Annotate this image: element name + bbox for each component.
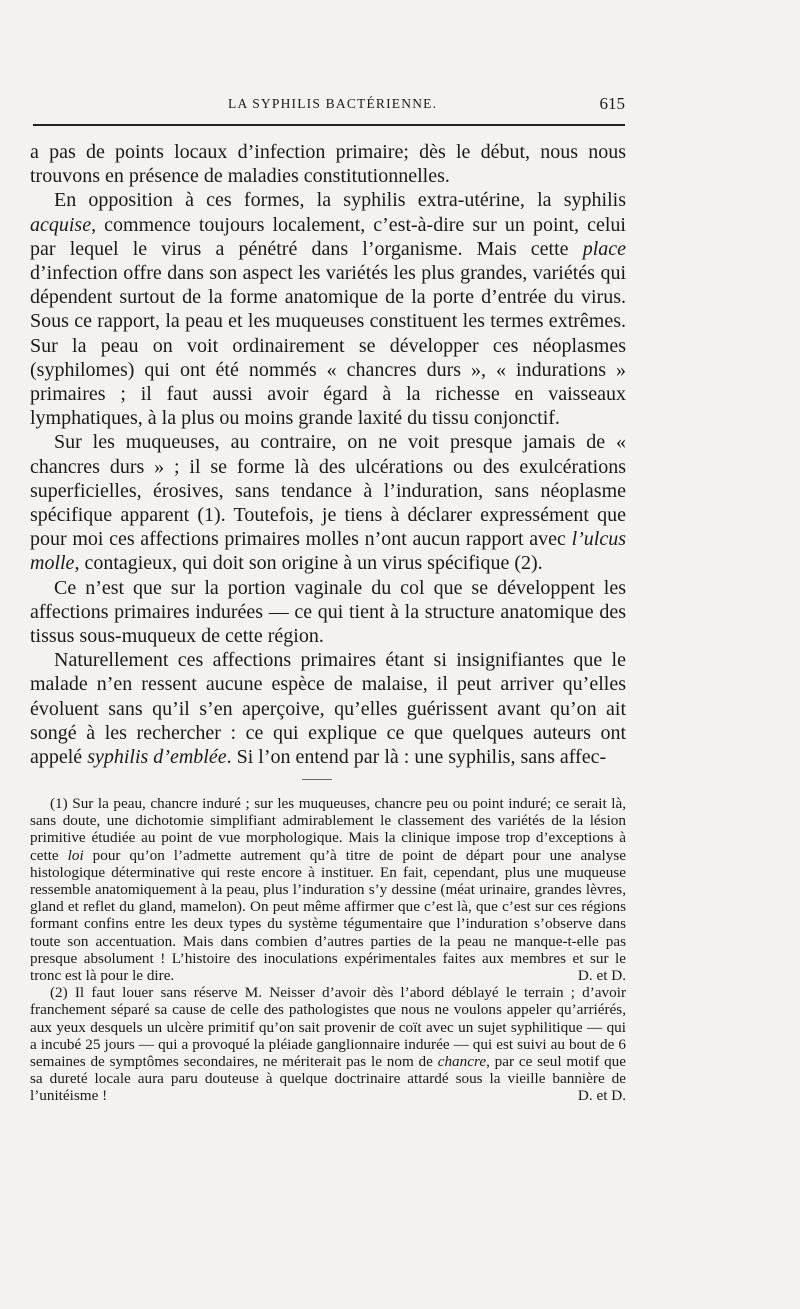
italic-place: place [582, 237, 626, 260]
paragraph-2-text-a: En opposition à ces formes, la syphilis extra-utérine, la syphilis [54, 189, 626, 212]
footnote-1 [30, 795, 626, 984]
paragraph-2 [30, 188, 626, 430]
footnote-2-text-b: , par ce seul motif que sa dureté locale aura paru douteuse à quelque doctrinaire attardé sous la vieille bannière de l’unitéisme ! [30, 1053, 627, 1105]
paragraph-5 [30, 648, 626, 769]
paragraph-3-text-b: , contagieux, qui doit son origine à un virus spécifique (2). [74, 552, 543, 575]
page-header [30, 93, 625, 115]
paragraph-1 [30, 140, 626, 188]
footnote-1-text-b: pour qu’on l’admette autrement qu’à titre de point de départ pour une analyse histologique déterminative qui reste encore à instituer. En fait, cependant, plus une muqueuse ressemble anatomiquement à la peau, plus l’induration s’y dessine (méat urinaire, grandes lèvres, gland et reflet du gland, mamelon). On peut même affirmer que c’est là, que c’est sur ces régions formant confins entre les deux types du système tégumentaire que l’induration s’observe dans toute son accentuation. Mais dans combien d’autres parties de la peau ne manque-t-elle pas presque absolument ! L’histoire des inoculations expérimentales faites aux membres et sur le tronc est là pour le dire. [30, 846, 626, 985]
footnote-separator [302, 779, 332, 780]
running-title: LA SYPHILIS BACTÉRIENNE. [228, 96, 438, 111]
paragraph-1-text: a pas de points locaux d’infection primaire; dès le début, nous nous trouvons en présence de maladies constitutionnelles. [30, 141, 626, 188]
italic-chancre: chancre [437, 1053, 487, 1071]
main-text [30, 140, 626, 769]
paragraph-5-text-a: Naturellement ces affections primaires étant si insignifiantes que le malade n’en ressent aucune espèce de malaise, il peut arriver qu’elles évoluent sans qu’il s’en aperçoive, qu’elles guérissent avant qu’on ait songé à les rechercher : ce qui explique ce que quelques auteurs ont appelé [30, 649, 626, 769]
footnotes [30, 795, 626, 1105]
footnote-1-signature: D. et D. [577, 967, 626, 985]
italic-ulcus-molle: l’ulcus molle [30, 528, 626, 575]
paragraph-3 [30, 430, 626, 575]
page-number: 615 [599, 94, 625, 113]
paragraph-2-text-b: , commence toujours localement, c’est-à-dire sur un point, celui par lequel le virus a pénétré dans l’organisme. Mais cette [30, 213, 626, 260]
footnote-2-signature: D. et D. [577, 1087, 626, 1105]
header-rule [33, 124, 625, 126]
paragraph-2-text-c: d’infection offre dans son aspect les variétés les plus grandes, variétés qui dépendent surtout de la forme anatomique de la porte d’entrée du virus. Sous ce rapport, la peau et les muqueuses constituent les termes extrêmes. Sur la peau on voit ordinairement se développer ces néoplasmes (syphilomes) qui ont été nommés « chancres durs », « indurations » primaires ; il faut aussi avoir égard à la richesse en vaisseaux lymphatiques, à la plus ou moins grande laxité du tissu conjonctif. [30, 262, 626, 430]
footnote-2 [30, 984, 626, 1104]
italic-syphilis-d-emblee: syphilis d’emblée [87, 746, 227, 769]
paragraph-5-text-b: . Si l’on entend par là : une syphilis, sans affec- [226, 746, 607, 769]
paragraph-4-text: Ce n’est que sur la portion vaginale du col que se développent les affections primaires indurées — ce qui tient à la structure anatomique des tissus sous-muqueux de cette région. [30, 576, 626, 648]
italic-loi: loi [67, 846, 84, 864]
paragraph-4 [30, 576, 626, 649]
footnote-2-text-a: (2) Il faut louer sans réserve M. Neisser d’avoir dès l’abord déblayé le terrain ; d’avoir franchement séparé sa cause de celle des pathologistes que nous ne voulons appeler qu’arriérés, aux yeux desquels un ulcère primitif qu’on sait provenir de coït avec un sujet syphilitique — qui a incubé 25 jours — qui a provoqué la pléiade ganglionnaire indurée — qui est suivi au bout de 6 semaines de symptômes secondaires, ne mériterait pas le nom de [30, 984, 626, 1071]
footnote-1-text-a: (1) Sur la peau, chancre induré ; sur les muqueuses, chancre peu ou point induré; ce serait là, sans doute, une dichotomie simplifiant admirablement le classement des variétés de la lésion primitive étudiée au point de vue morphologique. Mais la clinique impose trop d’exceptions à cette [30, 795, 626, 864]
italic-acquise: acquise [30, 213, 92, 236]
paragraph-3-text-a: Sur les muqueuses, au contraire, on ne voit presque jamais de « chancres durs » ; il se forme là des ulcérations ou des exulcérations superficielles, érosives, sans tendance à l’induration, sans néoplasme spécifique apparent (1). Toutefois, je tiens à déclarer expressément que pour moi ces affections primaires molles n’ont aucun rapport avec [30, 431, 626, 551]
